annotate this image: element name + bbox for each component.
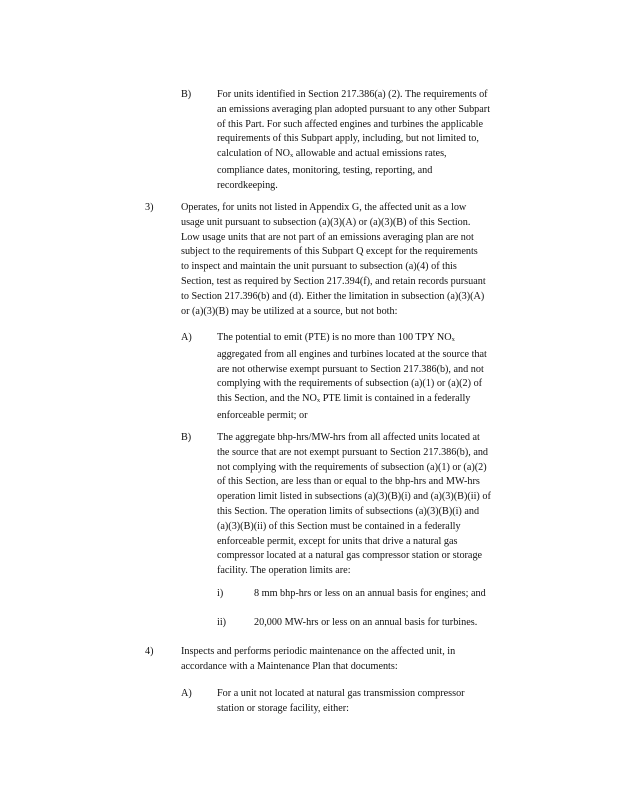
text-line: 20,000 MW-hrs or less on an annual basis for turbines.: [254, 617, 478, 628]
paragraph-3-low-usage: [181, 201, 537, 319]
text-line: aggregated from all engines and turbines located at the source that: [217, 348, 487, 360]
text-line: an emissions averaging plan adopted pursuant to any other Subpart: [217, 103, 491, 115]
paragraph-a-unit-location: [217, 687, 507, 717]
paragraph-a-pte-limit: [217, 331, 535, 424]
text-line: to Section 217.396(b) and (d). Either the limitation in subsection (a)(3)(A): [181, 290, 485, 302]
text-line: to inspect and maintain the unit pursuant to subsection (a)(4) of this: [181, 261, 457, 273]
text-line: accordance with a Maintenance Plan that documents:: [181, 660, 398, 672]
text-line: station or storage facility, either:: [217, 702, 350, 714]
subitem-i-engines: [254, 587, 544, 602]
text-line: Inspects and performs periodic maintenance on the affected unit, in: [181, 646, 456, 657]
text-line: subject to the requirements of this Subpart Q except for the requirements: [181, 246, 478, 258]
text-line: Low usage units that are not part of an emissions averaging plan are not: [181, 231, 474, 243]
text-line: The aggregate bhp-hrs/MW-hrs from all affected units located at: [217, 432, 480, 443]
text-line: Section, test as required by Section 217.394(f), and retain records pursuant: [181, 275, 486, 287]
text-line: not complying with the requirements of subsection (a)(1) or (a)(2): [217, 461, 487, 473]
text-line: of this Section, are less than or equal to the bhp-hrs and MW-hrs: [217, 476, 480, 488]
text-line: facility. The operation limits are:: [217, 565, 351, 577]
paragraph-4-maintenance: [181, 645, 507, 675]
text-line: (a)(3)(B)(ii) of this Section must be contained in a federally: [217, 520, 461, 532]
text-line: this Section. The operation limits of subsections (a)(3)(B)(i) and: [217, 505, 480, 517]
text-line: 8 mm bhp-hrs or less on an annual basis for engines; and: [254, 588, 486, 599]
paragraph-b-operation-limits: [217, 431, 539, 579]
text-line: usage unit pursuant to subsection (a)(3)(A) or (a)(3)(B) of this Section.: [181, 216, 471, 228]
item-label-ii: ii): [217, 617, 227, 628]
item-label-b: B): [181, 432, 192, 443]
text-line: this Section, and the $NO_x$ PTE limit is contained in a federally: [217, 393, 471, 405]
paragraph-b-averaging-plan: [217, 88, 529, 194]
text-line: are not otherwise exempt pursuant to Section 217.386(b), and not: [217, 363, 484, 375]
item-label-4: 4): [145, 646, 154, 657]
item-label-a: A): [181, 332, 192, 343]
item-label-b: B): [181, 89, 192, 100]
text-line: calculation of $NO_x$ allowable and actual emissions rates,: [217, 148, 447, 160]
text-line: or (a)(3)(B) may be utilized at a source, but not both:: [181, 305, 398, 317]
text-line: enforceable permit, except for units that drive a natural gas: [217, 535, 458, 547]
text-line: For units identified in Section 217.386(a) (2). The requirements of: [217, 89, 488, 100]
text-line: recordkeeping.: [217, 179, 278, 191]
text-line: complying with the requirements of subsection (a)(1) or (a)(2) of: [217, 378, 483, 390]
text-line: of this Part. For such affected engines and turbines the applicable: [217, 118, 484, 130]
text-line: compliance dates, monitoring, testing, reporting, and: [217, 164, 433, 176]
text-line: requirements of this Subpart apply, including, but not limited to,: [217, 133, 479, 145]
item-label-i: i): [217, 588, 224, 599]
text-line: operation limit listed in subsections (a)(3)(B)(i) and (a)(3)(B)(ii) of: [217, 491, 491, 503]
text-line: the source that are not exempt pursuant to Section 217.386(b), and: [217, 446, 489, 458]
text-line: Operates, for units not listed in Appendix G, the affected unit as a low: [181, 202, 467, 213]
subitem-ii-turbines: [254, 616, 544, 631]
text-line: The potential to emit (PTE) is no more than 100 TPY $NO_x$: [217, 332, 455, 343]
text-line: For a unit not located at natural gas transmission compressor: [217, 688, 465, 699]
item-label-3: 3): [145, 202, 154, 213]
item-label-a: A): [181, 688, 192, 699]
text-line: enforceable permit; or: [217, 409, 308, 421]
text-line: compressor located at a natural gas compressor station or storage: [217, 550, 483, 562]
